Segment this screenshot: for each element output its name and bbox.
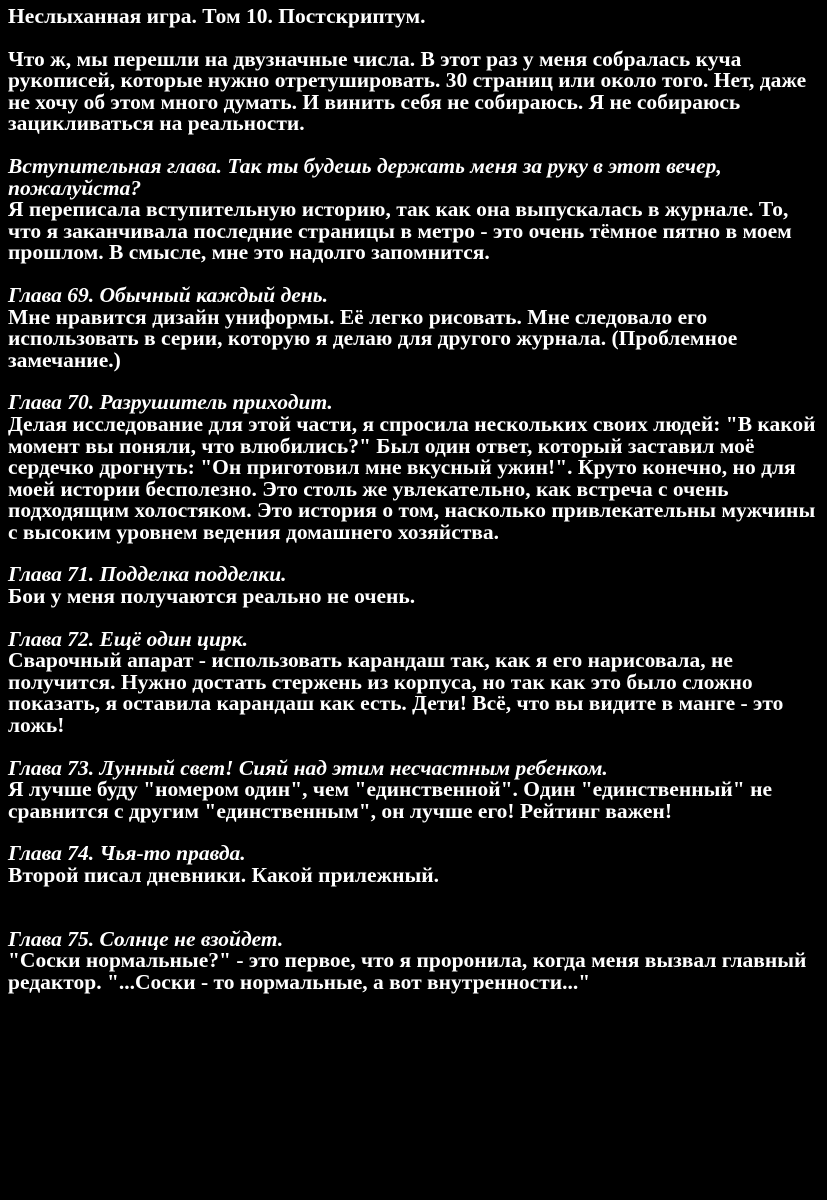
section-chapter-73 (8, 755, 819, 823)
section-body: Второй писал дневники. Какой прилежный. (8, 863, 440, 887)
section-heading: Глава 71. Подделка подделки. (8, 562, 287, 587)
section-chapter-69 (8, 282, 819, 372)
section-heading: Глава 70. Разрушитель приходит. (8, 390, 333, 415)
section-body: Я переписала вступительную историю, так как она выпускалась в журнале. То, что я заканчивала последние страницы в метро - это очень тёмное пятно в моем прошлом. В смысле, мне это надолго запомнится. (8, 197, 792, 265)
section-heading: Глава 74. Чья-то правда. (8, 841, 246, 866)
section-heading: Глава 73. Лунный свет! Сияй над этим несчастным ребенком. (8, 755, 608, 780)
section-body: Я лучше буду "номером один", чем "единственной". Один "единственный" не сравнится с другим "единственным", он лучше его! Рейтинг важен! (8, 777, 773, 823)
section-intro-chapter (8, 153, 819, 265)
section-body: "Соски нормальные?" - это первое, что я проронила, когда меня вызвал главный редактор. "...Соски - то нормальные, а вот внутренности..." (8, 948, 807, 994)
intro-paragraph: Что ж, мы перешли на двузначные числа. В этот раз у меня собралась куча рукописей, которые нужно отретушировать. 30 страниц или около того. Нет, даже не хочу об этом много думать. И винить себя не собираюсь. Я не собираюсь зацикливаться на реальности. (8, 46, 807, 136)
section-chapter-72 (8, 626, 819, 738)
section-body: Сварочный апарат - использовать карандаш так, как я его нарисовала, не получится. Нужно достать стержень из корпуса, но так как это было сложно показать, я оставила карандаш как есть. Дети! Всё, что вы видите в манге - это ложь! (8, 648, 784, 738)
section-heading: Вступительная глава. Так ты будешь держать меня за руку в этот вечер, пожалуйста? (8, 153, 722, 200)
section-body: Бои у меня получаются реально не очень. (8, 584, 416, 609)
section-heading: Глава 69. Обычный каждый день. (8, 282, 328, 307)
section-body: Мне нравится дизайн униформы. Её легко рисовать. Мне следовало его использовать в серии, которую я делаю для другого журнала. (Проблемное замечание.) (8, 304, 738, 372)
section-heading: Глава 75. Солнце не взойдет. (8, 926, 284, 951)
section-body: Делая исследование для этой части, я спросила нескольких своих людей: "В какой момент вы поняли, что влюбились?" Был один ответ, который заставил моё сердечко дрогнуть: "Он приготовил мне вкусный ужин!". Круто конечно, но для моей истории бесполезно. Это столь же увлекательно, как встреча с очень подходящим холостяком. Это история о том, насколько привлекательны мужчины с высоким уровнем ведения домашнего хозяйства. (8, 411, 816, 544)
section-heading: Глава 72. Ещё один цирк. (8, 626, 248, 651)
section-chapter-75 (8, 926, 819, 994)
page-title: Неслыханная игра. Том 10. Постскриптум. (8, 4, 426, 28)
section-chapter-70 (8, 392, 819, 543)
section-chapter-74 (8, 843, 819, 886)
section-chapter-71 (8, 564, 819, 607)
